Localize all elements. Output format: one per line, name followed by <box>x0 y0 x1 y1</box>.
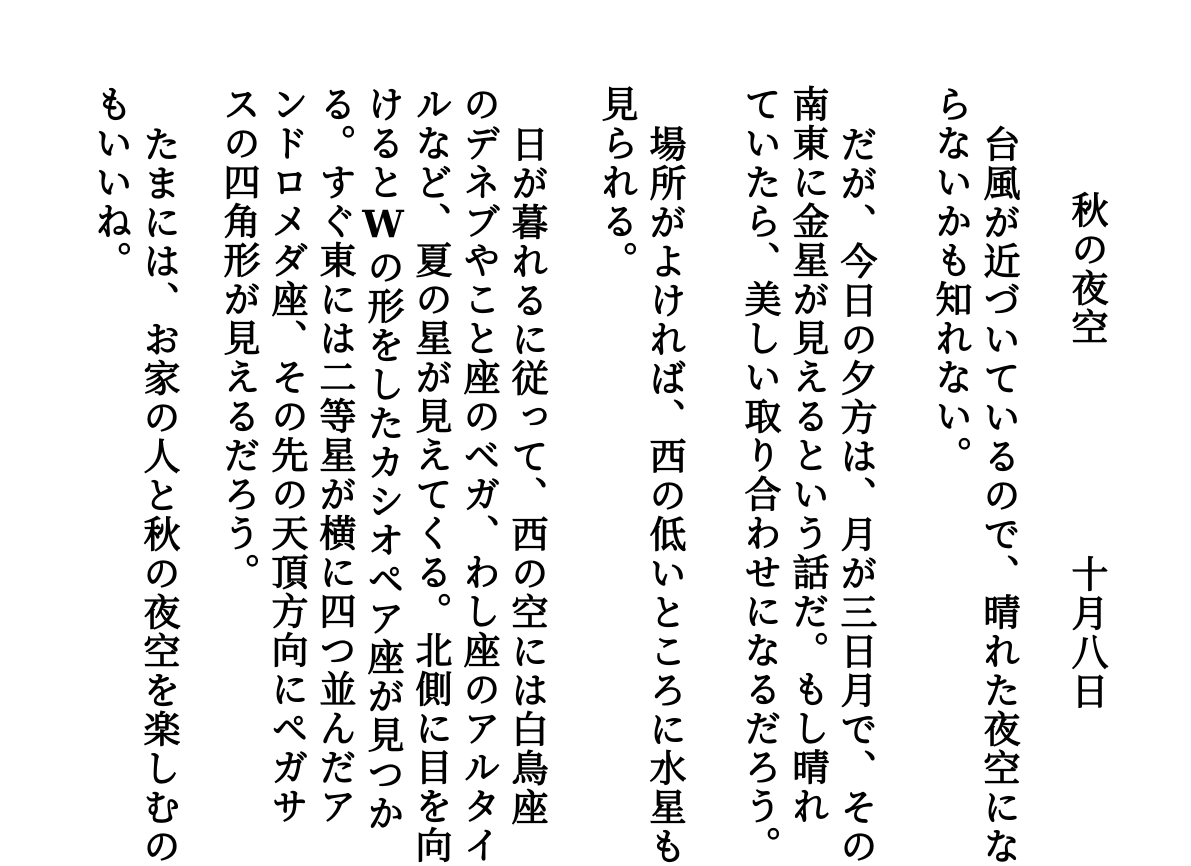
paragraph-5-line-1: たまには、お家の人と秋の夜空を楽しむの <box>137 125 181 866</box>
document-date: 十月八日 <box>1065 555 1109 711</box>
document-title: 秋の夜空 <box>1065 191 1109 347</box>
paragraph-3-line-1: 場所がよければ、西の低いところに水星も <box>643 125 687 866</box>
paragraph-4-line-6: ンドロメダ座、その先の天頂方向にペガサ <box>265 85 309 826</box>
paragraph-4-line-1: 日が暮れるに従って、西の空には白鳥座 <box>505 125 549 827</box>
paragraph-4-line-4: けるとWの形をしたカシオペア座が見つか <box>361 85 405 833</box>
paragraph-3-line-2: 見られる。 <box>595 85 639 280</box>
paragraph-4-line-3: ルなど、夏の星が見えてくる。北側に目を向 <box>409 85 453 865</box>
paragraph-4-line-2: のデネブやこと座のベガ、わし座のアルタイ <box>457 85 501 865</box>
paragraph-1-line-1: 台風が近づいているので、晴れた夜空にな <box>977 125 1021 866</box>
paragraph-2-line-1: だが、今日の夕方は、月が三日月で、その <box>834 125 878 866</box>
paragraph-2-line-2: 南東に金星が見えるという話だ。もし晴れ <box>786 85 830 826</box>
paragraph-4-line-5: る。すぐ東には二等星が横に四つ並んだア <box>313 85 357 826</box>
paragraph-2-line-3: ていたら、美しい取り合わせになるだろう。 <box>738 85 782 865</box>
paragraph-5-line-2: もいいね。 <box>89 85 133 280</box>
paragraph-4-line-7: スの四角形が見えるだろう。 <box>217 85 261 592</box>
paragraph-1-line-2: らないかも知れない。 <box>929 85 973 475</box>
